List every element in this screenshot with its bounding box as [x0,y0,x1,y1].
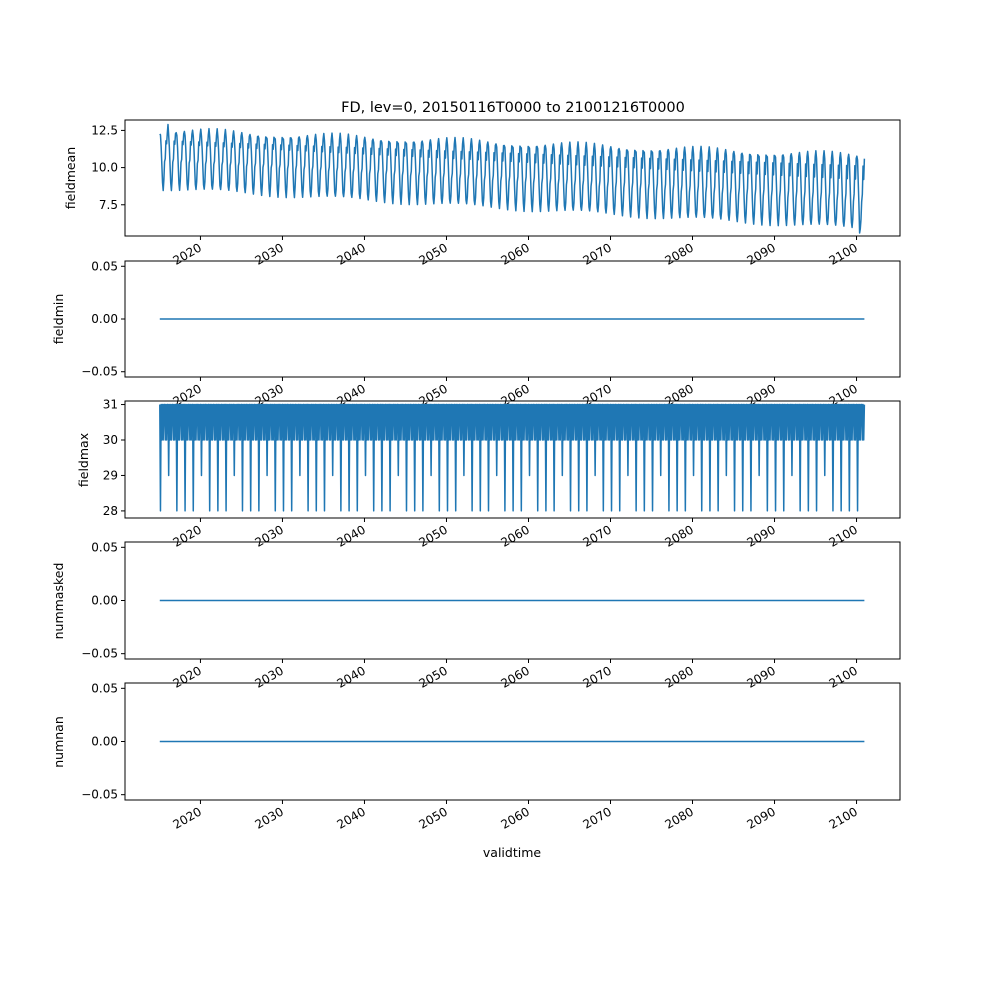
x-tick-label: 2060 [498,522,532,550]
x-tick-label: 2060 [498,804,532,832]
x-tick-label: 2040 [334,804,368,832]
fieldmean-plot-area [91,120,900,268]
x-tick-label: 2060 [498,381,532,409]
x-tick-label: 2070 [580,381,615,409]
x-tick-label: 2100 [826,522,861,550]
x-tick-label: 2070 [580,240,615,268]
x-tick-label: 2100 [826,804,861,832]
x-tick-label: 2020 [170,240,204,268]
x-tick-label: 2100 [826,663,861,691]
x-tick-label: 2090 [744,804,779,832]
x-tick-label: 2090 [744,663,779,691]
x-tick-label: 2080 [662,381,697,409]
y-tick-label: 0.05 [91,540,118,555]
x-tick-label: 2050 [416,381,450,409]
x-tick-label: 2020 [170,663,204,691]
y-tick-label: 28 [102,503,118,518]
panel-nummasked [51,540,900,691]
nummasked-axis-label: nummasked [51,562,66,640]
x-tick-label: 2090 [744,381,779,409]
panel-fieldmin [51,259,900,409]
y-tick-label: 30 [102,433,118,447]
fieldmean-axis-label: fieldmean [63,146,78,210]
y-tick-label: −0.05 [81,787,118,802]
x-tick-label: 2030 [252,240,286,268]
x-tick-label: 2050 [416,663,450,691]
x-axis-label: validtime [482,845,542,860]
y-tick-label: 7.5 [98,197,118,212]
x-tick-label: 2070 [580,522,615,550]
fieldmax-plot-area [103,398,900,550]
fieldmin-axis-label: fieldmin [51,293,66,345]
panel-fieldmean [63,120,900,268]
y-tick-label: −0.05 [81,364,118,379]
y-tick-label: 31 [102,397,118,412]
panel-fieldmax [76,398,900,550]
y-tick-label: 29 [102,468,118,483]
fieldmax-axis-label: fieldmax [76,432,91,488]
x-tick-label: 2090 [744,522,779,550]
x-tick-label: 2050 [416,240,450,268]
y-tick-label: 10.0 [91,160,118,175]
x-tick-label: 2060 [498,663,532,691]
figure-title: FD, lev=0, 20150116T0000 to 21001216T0000 [341,100,685,116]
series-line [160,124,865,233]
x-tick-label: 2090 [744,240,779,268]
x-tick-label: 2040 [334,663,368,691]
x-tick-label: 2070 [580,804,615,832]
numnan-plot-area [81,681,900,832]
x-tick-label: 2040 [334,522,368,550]
y-tick-label: 12.5 [91,123,118,138]
x-tick-label: 2030 [252,804,286,832]
x-tick-label: 2100 [826,381,861,409]
x-tick-label: 2060 [498,240,532,268]
x-tick-label: 2020 [170,522,204,550]
y-tick-label: −0.05 [81,646,118,661]
series-line [160,405,865,511]
x-tick-label: 2080 [662,240,697,268]
x-tick-label: 2030 [252,522,286,550]
x-tick-label: 2050 [416,522,450,550]
numnan-axis-label: numnan [51,716,66,768]
x-tick-label: 2070 [580,663,615,691]
y-tick-label: 0.05 [91,259,118,274]
x-tick-label: 2080 [662,663,697,691]
x-tick-label: 2020 [170,381,204,409]
x-tick-label: 2100 [826,240,861,268]
x-tick-label: 2030 [252,381,286,409]
x-tick-label: 2030 [252,663,286,691]
y-tick-label: 0.00 [91,593,118,608]
x-tick-label: 2040 [334,240,368,268]
x-tick-label: 2050 [416,804,450,832]
x-tick-label: 2080 [662,804,697,832]
y-tick-label: 0.00 [91,734,118,749]
y-tick-label: 0.05 [91,681,118,696]
y-tick-label: 0.00 [91,312,118,326]
x-tick-label: 2080 [662,522,697,550]
x-tick-label: 2040 [334,381,368,409]
panel-numnan [51,681,900,832]
x-tick-label: 2020 [170,804,204,832]
nummasked-plot-area [81,540,900,691]
fieldmin-plot-area [81,259,900,409]
